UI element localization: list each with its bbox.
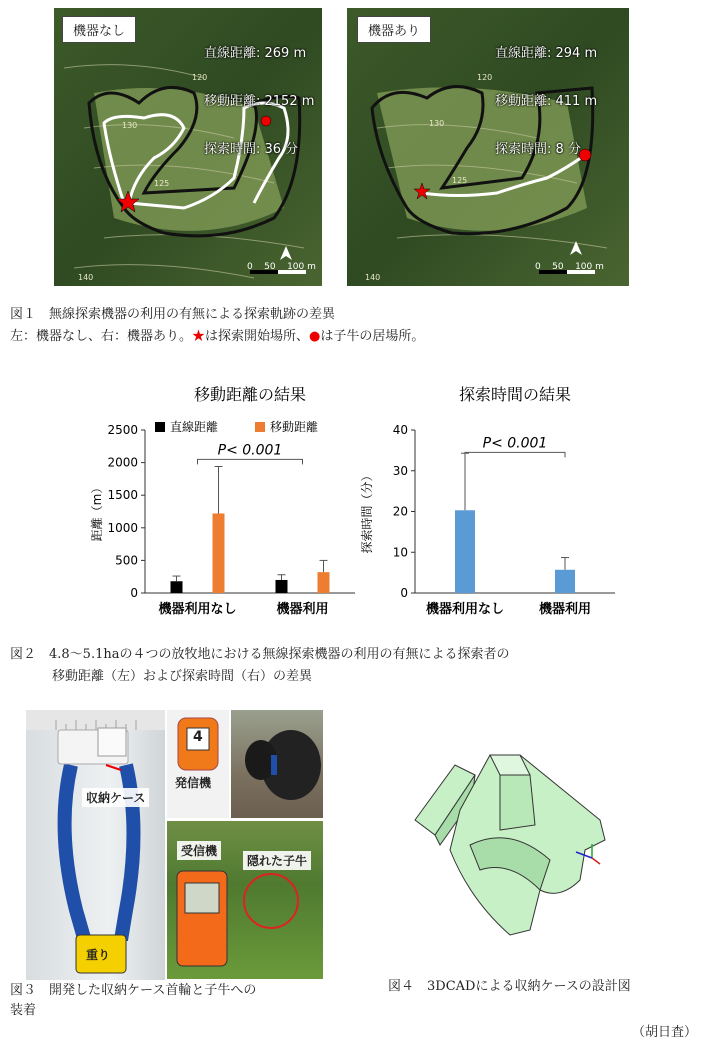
svg-text:120: 120 <box>477 73 493 82</box>
caption-text: は子牛の居場所。 <box>320 329 425 344</box>
y-tick-label: 2500 <box>107 423 138 437</box>
y-tick-label: 40 <box>392 423 408 437</box>
hidden-calf-label: 隠れた子牛 <box>243 851 311 870</box>
stat-search-time: 探索時間: 8 分 <box>495 142 581 157</box>
cad-case-design <box>400 730 620 950</box>
x-category-label: 機器利用なし <box>425 602 505 617</box>
legend-swatch <box>155 422 165 432</box>
y-tick-label: 1000 <box>107 520 138 535</box>
bar <box>213 513 225 593</box>
y-axis-label: 探索時間（分） <box>360 469 374 554</box>
svg-text:140: 140 <box>365 273 381 282</box>
map-label: 機器あり <box>357 16 431 43</box>
svg-text:140: 140 <box>78 273 94 282</box>
case-label: 収納ケース <box>82 788 149 807</box>
stat-straight-distance: 直線距離: 294 m <box>495 46 598 61</box>
chart-title: 移動距離の結果 <box>193 385 307 404</box>
x-category-label: 機器利用 <box>276 602 329 617</box>
bar <box>171 581 183 593</box>
calf-with-collar-photo <box>231 710 323 818</box>
figure1-caption-line2 <box>10 328 424 346</box>
collar-photo <box>26 710 165 980</box>
svg-text:120: 120 <box>192 73 208 82</box>
author-name: （胡日査） <box>631 1025 697 1040</box>
x-category-label: 機器利用なし <box>158 602 237 617</box>
bar <box>555 570 575 593</box>
figure3-caption-line1: 図３ 開発した収納ケース首輪と子牛への <box>10 983 257 998</box>
caption-text: 左：機器なし、右：機器あり。 <box>10 329 193 344</box>
y-tick-label: 0 <box>400 586 408 600</box>
scale-label: 0 50 100 m <box>535 262 604 272</box>
significance-label: P< 0.001 <box>217 442 283 459</box>
map-label: 機器なし <box>62 16 136 43</box>
figure2-caption-line2: 移動距離（左）および探索時間（右）の差異 <box>52 669 313 684</box>
legend-label: 直線距離 <box>170 420 219 434</box>
tag-number: 4 <box>193 729 203 745</box>
significance-bracket <box>198 459 303 464</box>
y-tick-label: 10 <box>392 545 408 560</box>
legend-label: 移動距離 <box>270 420 319 434</box>
y-tick-label: 1500 <box>107 488 138 503</box>
svg-text:125: 125 <box>154 179 170 188</box>
y-tick-label: 20 <box>392 504 408 519</box>
chart-title: 探索時間の結果 <box>458 385 572 404</box>
bar <box>318 572 330 593</box>
bar <box>455 510 475 593</box>
svg-text:130: 130 <box>122 121 138 130</box>
figure2-caption-line1: 図２ 4.8～5.1haの４つの放牧地における無線探索機器の利用の有無による探索者の <box>10 647 510 662</box>
transmitter-photo <box>167 710 229 818</box>
map-stats <box>204 14 314 190</box>
dot-icon: ● <box>309 329 321 344</box>
stat-search-time: 探索時間: 36 分 <box>204 142 299 157</box>
map-stats <box>495 14 597 190</box>
distance-chart <box>70 378 370 628</box>
svg-text:130: 130 <box>429 119 445 128</box>
legend-swatch <box>255 422 265 432</box>
search-time-chart <box>360 378 650 628</box>
stat-travel-distance: 移動距離: 2152 m <box>204 94 315 109</box>
hidden-calf-circle <box>244 874 298 928</box>
receiver-label: 受信機 <box>177 841 221 860</box>
figure1-caption-line1: 図１ 無線探索機器の利用の有無による探索軌跡の差異 <box>10 307 336 322</box>
y-tick-label: 500 <box>115 553 138 568</box>
map-with-device <box>347 8 629 286</box>
calf-illustration <box>231 710 323 818</box>
y-tick-label: 30 <box>392 463 408 478</box>
scale-label: 0 50 100 m <box>247 262 316 272</box>
y-axis-label: 距離（m） <box>90 481 104 542</box>
star-icon: ★ <box>192 329 206 344</box>
significance-label: P< 0.001 <box>482 435 548 452</box>
svg-text:125: 125 <box>452 176 468 185</box>
y-tick-label: 0 <box>130 586 138 600</box>
transmitter-label: 発信機 <box>175 776 212 790</box>
map-without-device <box>54 8 322 286</box>
bar <box>276 580 288 593</box>
figure3-caption-line2: 装着 <box>10 1003 37 1018</box>
receiver-field-photo <box>167 821 323 979</box>
stat-travel-distance: 移動距離: 411 m <box>495 94 598 109</box>
significance-bracket <box>465 452 565 457</box>
stat-straight-distance: 直線距離: 269 m <box>204 46 307 61</box>
figure4-caption: 図４ 3DCADによる収納ケースの設計図 <box>388 979 631 994</box>
collar-illustration <box>26 710 165 980</box>
weight-label: 重り <box>86 948 111 962</box>
caption-text: は探索開始場所、 <box>205 329 310 344</box>
x-category-label: 機器利用 <box>538 602 592 617</box>
y-tick-label: 2000 <box>107 455 138 470</box>
